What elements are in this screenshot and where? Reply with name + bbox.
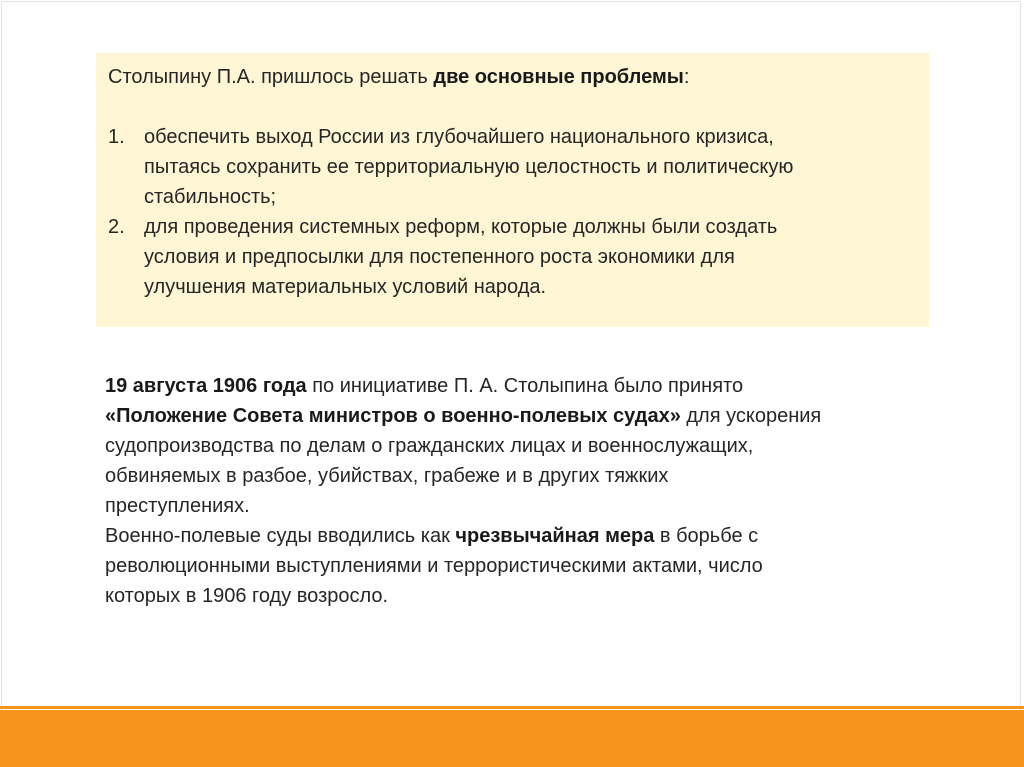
emergency-text: в борьбе с: [654, 525, 759, 547]
decree-date: 19 августа 1906 года: [105, 375, 307, 397]
decree-title: «Положение Совета министров о военно-полевых судах»: [105, 405, 681, 427]
problems-box: [96, 53, 929, 327]
problems-intro-bold: две основные проблемы: [433, 66, 684, 88]
problems-intro-suffix: :: [683, 66, 690, 88]
bottom-accent-line: [0, 706, 1024, 709]
decree-text: для ускорения: [680, 405, 822, 427]
problems-list-item: [108, 122, 915, 212]
list-item-line: пытаясь сохранить ее территориальную целостность и политическую: [144, 156, 794, 178]
decree-text: по инициативе П. А. Столыпина было принято: [306, 375, 744, 397]
emergency-text: которых в 1906 году возросло.: [105, 585, 389, 607]
problems-list: [108, 122, 915, 302]
emergency-text: революционными выступлениями и террористическими актами, число: [105, 555, 763, 577]
list-item-line: обеспечить выход России из глубочайшего национального кризиса,: [144, 126, 774, 148]
list-item-line: стабильность;: [144, 186, 277, 208]
list-item-line: улучшения материальных условий народа.: [144, 276, 547, 298]
main-text: [105, 371, 905, 611]
problems-list-item: [108, 212, 915, 302]
decree-text: судопроизводства по делам о гражданских лицах и военнослужащих,: [105, 435, 754, 457]
emergency-bold: чрезвычайная мера: [455, 525, 655, 547]
emergency-text: Военно-полевые суды вводились как: [105, 525, 456, 547]
decree-text: преступлениях.: [105, 495, 250, 517]
paragraph-emergency-measure: [105, 521, 905, 611]
decree-text: обвиняемых в разбое, убийствах, грабеже и в других тяжких: [105, 465, 669, 487]
bottom-accent-bar: [0, 710, 1024, 767]
list-item-number: 1.: [108, 126, 125, 148]
list-item-number: 2.: [108, 216, 125, 238]
list-item-line: условия и предпосылки для постепенного роста экономики для: [144, 246, 735, 268]
problems-intro-prefix: Столыпину П.А. пришлось решать: [108, 66, 434, 88]
paragraph-courts-decree: [105, 371, 905, 521]
list-item-line: для проведения системных реформ, которые должны были создать: [144, 216, 778, 238]
problems-intro: [108, 62, 915, 92]
